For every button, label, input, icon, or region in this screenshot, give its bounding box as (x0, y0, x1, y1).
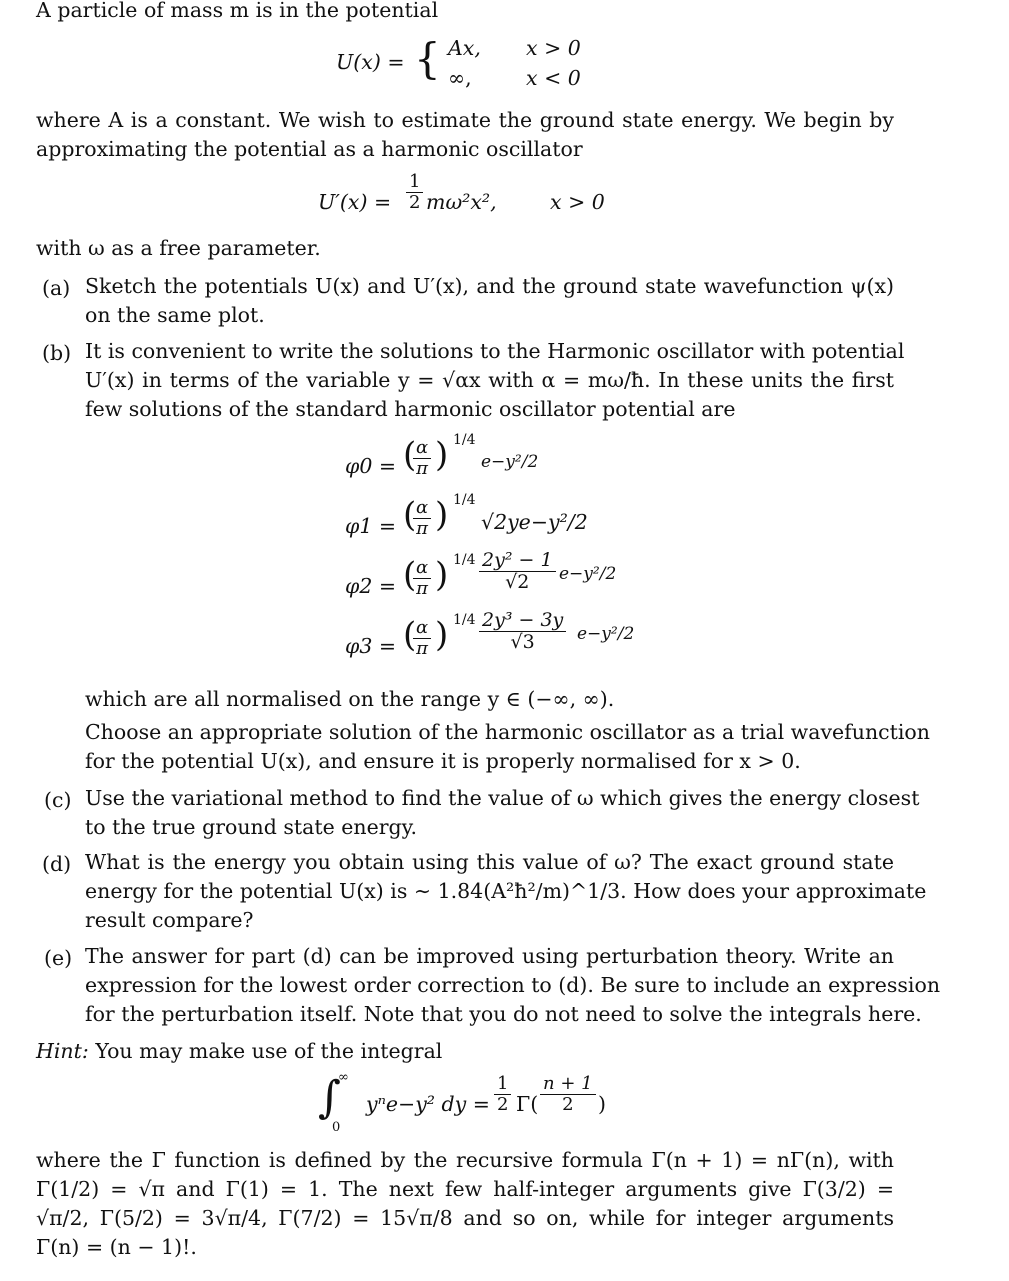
wavefunction-equations (345, 430, 665, 680)
hint-line-4: Γ(n) = (n − 1)!. (36, 1235, 197, 1259)
approx-condition: x > 0 (550, 190, 605, 214)
prefactor-num: α (416, 557, 429, 578)
part-e-line-2: expression for the lowest order correction to (d). Be sure to include an expression (85, 973, 941, 997)
phi1-lhs: φ1 = (345, 514, 397, 538)
part-b-line-1: It is convenient to write the solutions to the Harmonic oscillator with potential (85, 339, 905, 363)
half-denominator: 2 (406, 192, 423, 213)
prefactor-power: 1/4 (453, 612, 476, 628)
hint-line-3: √π/2, Γ(5/2) = 3√π/4, Γ(7/2) = 15√π/8 and so on, while for integer arguments (36, 1206, 894, 1230)
approx-lhs: U′(x) = (318, 190, 392, 214)
part-d-line-1: What is the energy you obtain using this value of ω? The exact ground state (85, 850, 894, 874)
approx-equation (318, 172, 618, 228)
part-b-line-6: for the potential U(x), and ensure it is properly normalised for x > 0. (85, 749, 801, 773)
integral-half-num: 1 (497, 1073, 509, 1094)
hint-line-2: Γ(1/2) = √π and Γ(1) = 1. The next few half-integer arguments give Γ(3/2) = (36, 1177, 894, 1201)
part-c-line-2: to the true ground state energy. (85, 815, 418, 839)
gamma-close: ) (598, 1092, 606, 1116)
gamma-integral (318, 1070, 638, 1140)
left-paren-icon: ( (403, 615, 417, 655)
left-paren-icon: ( (403, 555, 417, 595)
potential-equation (336, 32, 596, 94)
phi0-prefactor (413, 438, 431, 479)
intro-line-3: approximating the potential as a harmonic oscillator (36, 137, 583, 161)
part-d-line-3: result compare? (85, 908, 254, 932)
intro-line-1: A particle of mass m is in the potential (36, 0, 439, 22)
prefactor-den: π (413, 578, 431, 599)
gamma-argument (540, 1074, 596, 1115)
prefactor-power: 1/4 (453, 492, 476, 508)
part-c-line-1: Use the variational method to find the value of ω which gives the energy closest (85, 786, 920, 810)
case2-value: ∞, (448, 66, 472, 90)
gamma-arg-den: 2 (540, 1094, 596, 1115)
part-c-label: (c) (44, 788, 72, 812)
part-a-label: (a) (42, 276, 71, 300)
phi3-exponential: e−y²/2 (577, 624, 635, 644)
gamma-open: Γ( (516, 1092, 539, 1116)
prefactor-num: α (416, 437, 429, 458)
half-fraction (406, 172, 423, 213)
part-d-label: (d) (42, 852, 72, 876)
prefactor-power: 1/4 (453, 432, 476, 448)
phi2-prefactor (413, 558, 431, 599)
prefactor-power: 1/4 (453, 552, 476, 568)
right-paren-icon: ) (435, 435, 449, 475)
phi3-prefactor (413, 618, 431, 659)
hint-text: You may make use of the integral (95, 1039, 443, 1063)
case2-condition: x < 0 (526, 66, 581, 90)
half-numerator: 1 (409, 171, 421, 192)
part-e-label: (e) (44, 946, 73, 970)
prefactor-den: π (413, 638, 431, 659)
part-a-line-1: Sketch the potentials U(x) and U′(x), and the ground state wavefunction ψ(x) (85, 274, 894, 298)
phi0-rhs: e−y²/2 (481, 452, 539, 472)
phi2-lhs: φ2 = (345, 574, 397, 598)
phi3-numerator: 2y³ − 3y (482, 609, 564, 631)
phi3-lhs: φ3 = (345, 634, 397, 658)
prefactor-num: α (416, 617, 429, 638)
hint-label: Hint: (36, 1039, 89, 1063)
part-b-line-2: U′(x) in terms of the variable y = √αx with α = mω/ħ. In these units the first (85, 368, 894, 392)
left-paren-icon: ( (403, 435, 417, 475)
part-e-line-1: The answer for part (d) can be improved using perturbation theory. Write an (85, 944, 894, 968)
integral-sign-icon: ∫ (318, 1072, 341, 1123)
phi3-denominator: √3 (479, 631, 566, 653)
brace-icon: { (414, 34, 441, 83)
part-b-label: (b) (42, 341, 72, 365)
part-b-line-5: Choose an appropriate solution of the harmonic oscillator as a trial wavefunction (85, 720, 930, 744)
prefactor-num: α (416, 497, 429, 518)
phi2-denominator: √2 (479, 571, 556, 593)
integral-half-den: 2 (494, 1094, 511, 1115)
prefactor-den: π (413, 518, 431, 539)
hint-line-1: where the Γ function is defined by the recursive formula Γ(n + 1) = nΓ(n), with (36, 1148, 894, 1172)
part-b-line-4: which are all normalised on the range y ∈ (−∞, ∞). (85, 687, 615, 711)
case1-condition: x > 0 (526, 36, 581, 60)
phi1-prefactor (413, 498, 431, 539)
phi2-exponential: e−y²/2 (559, 564, 617, 584)
right-paren-icon: ) (435, 495, 449, 535)
part-d-line-2: energy for the potential U(x) is ∼ 1.84(A²ħ²/m)^1/3. How does your approximate (85, 879, 927, 903)
case1-value: Ax, (448, 36, 481, 60)
phi2-fraction (479, 550, 556, 593)
intro-line-2: where A is a constant. We wish to estimate the ground state energy. We begin by (36, 108, 894, 132)
integral-half-fraction (494, 1074, 511, 1115)
integral-lower-limit: 0 (332, 1120, 341, 1135)
part-a-line-2: on the same plot. (85, 303, 265, 327)
right-paren-icon: ) (435, 555, 449, 595)
approx-body: mω²x², (426, 190, 497, 214)
right-paren-icon: ) (435, 615, 449, 655)
part-b-line-3: few solutions of the standard harmonic oscillator potential are (85, 397, 736, 421)
phi1-rhs: √2ye−y²/2 (481, 510, 588, 534)
phi3-fraction (479, 610, 566, 653)
potential-lhs: U(x) = (336, 50, 405, 74)
left-paren-icon: ( (403, 495, 417, 535)
integral-upper-limit: ∞ (338, 1070, 349, 1085)
prefactor-den: π (413, 458, 431, 479)
phi2-numerator: 2y² − 1 (482, 549, 553, 571)
gamma-arg-num: n + 1 (543, 1073, 593, 1094)
integrand: yⁿe−y² dy = (366, 1092, 490, 1116)
intro-line-4: with ω as a free parameter. (36, 236, 321, 260)
part-e-line-3: for the perturbation itself. Note that you do not need to solve the integrals here. (85, 1002, 922, 1026)
phi0-lhs: φ0 = (345, 454, 397, 478)
hint-line (36, 1041, 442, 1062)
